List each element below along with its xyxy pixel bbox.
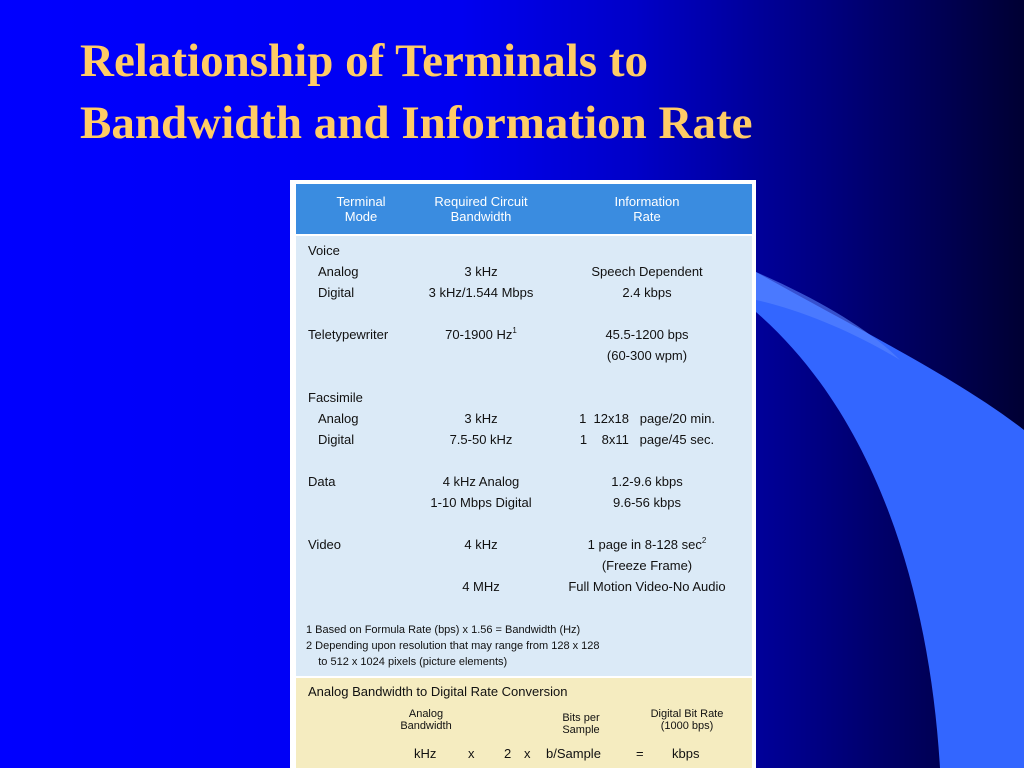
cell-bandwidth-text: 4 MHz <box>462 579 500 594</box>
equation-bits-sample: b/Sample <box>546 746 601 761</box>
cell-information-rate <box>554 492 740 513</box>
cell-rate-text: 1 page in 8-128 sec <box>587 537 702 552</box>
cell-bandwidth-text: 3 kHz/1.544 Mbps <box>428 285 534 300</box>
label-bits-line-2: Sample <box>562 724 600 736</box>
table-row <box>296 534 752 555</box>
conversion-title: Analog Bandwidth to Digital Rate Conversion <box>308 684 568 699</box>
cell-bandwidth <box>406 408 556 429</box>
footnote-1: 1 Based on Formula Rate (bps) x 1.56 = Bandwidth (Hz) <box>306 624 581 636</box>
cell-bandwidth-text: 4 kHz <box>464 537 498 552</box>
label-bits-line-1: Bits per <box>562 712 600 724</box>
cell-terminal-mode: Digital <box>318 432 355 447</box>
equation-times-2: x <box>524 746 531 761</box>
header-bandwidth-line-2: Bandwidth <box>450 209 512 224</box>
label-bits-per-sample <box>546 712 616 736</box>
header-mode-line-2: Mode <box>344 209 378 224</box>
cell-rate-text: 2.4 kbps <box>622 285 672 300</box>
header-information-rate <box>554 194 740 224</box>
table-row <box>296 345 752 366</box>
cell-terminal-mode: Voice <box>308 243 340 258</box>
title-line-1: Relationship of Terminals to <box>80 35 648 87</box>
label-analog-bandwidth <box>386 708 466 732</box>
footnote-2-continued: to 512 x 1024 pixels (picture elements) <box>306 656 508 668</box>
table-row <box>296 261 752 282</box>
footnote-marker: 2 <box>701 536 707 545</box>
cell-bandwidth-text: 1-10 Mbps Digital <box>430 495 532 510</box>
cell-bandwidth <box>406 534 556 555</box>
cell-bandwidth <box>406 261 556 282</box>
equation-kbps: kbps <box>672 746 700 761</box>
cell-bandwidth <box>406 429 556 450</box>
cell-terminal-mode: Data <box>308 474 336 489</box>
cell-rate-text: 9.6-56 kbps <box>613 495 681 510</box>
cell-information-rate <box>554 555 740 576</box>
cell-rate-text: 1.2-9.6 kbps <box>611 474 683 489</box>
cell-bandwidth <box>406 471 556 492</box>
cell-information-rate <box>554 408 740 429</box>
equation-equals: = <box>636 746 644 761</box>
cell-information-rate <box>554 471 740 492</box>
cell-bandwidth-text: 7.5-50 kHz <box>449 432 513 447</box>
equation-times-1: x <box>468 746 475 761</box>
cell-information-rate <box>554 576 740 597</box>
cell-terminal-mode: Digital <box>318 285 355 300</box>
cell-bandwidth <box>406 324 556 345</box>
title-line-2: Bandwidth and Information Rate <box>80 97 753 149</box>
cell-bandwidth <box>406 492 556 513</box>
table-row <box>296 387 752 408</box>
conversion-box <box>296 678 752 768</box>
cell-rate-text: 45.5-1200 bps <box>605 327 689 342</box>
cell-rate-text: Full Motion Video-No Audio <box>568 579 726 594</box>
cell-terminal-mode: Video <box>308 537 342 552</box>
cell-bandwidth-text: 3 kHz <box>464 264 498 279</box>
table-row <box>296 576 752 597</box>
header-terminal-mode <box>316 194 406 224</box>
label-analog-line-2: Bandwidth <box>400 720 452 732</box>
cell-information-rate <box>554 345 740 366</box>
cell-bandwidth <box>406 576 556 597</box>
cell-terminal-mode: Analog <box>318 264 359 279</box>
table-footnotes <box>306 622 600 670</box>
table-row <box>296 555 752 576</box>
cell-bandwidth <box>406 282 556 303</box>
equation-two: 2 <box>504 746 512 761</box>
footnote-2: 2 Depending upon resolution that may range from 128 x 128 <box>306 640 600 652</box>
cell-information-rate <box>554 324 740 345</box>
label-analog-line-1: Analog <box>408 708 444 720</box>
table-header <box>296 184 752 234</box>
cell-information-rate <box>554 282 740 303</box>
header-bandwidth <box>406 194 556 224</box>
table-row <box>296 492 752 513</box>
table-row <box>296 471 752 492</box>
table-row <box>296 429 752 450</box>
footnote-marker: 1 <box>512 326 517 335</box>
cell-rate-text: 1 8x11 page/45 sec. <box>579 432 715 447</box>
label-digital-line-1: Digital Bit Rate <box>650 708 724 720</box>
cell-information-rate <box>554 429 740 450</box>
header-rate-line-1: Information <box>614 194 680 209</box>
label-digital-bit-rate <box>632 708 742 732</box>
cell-rate-text: 1 12x18 page/20 min. <box>579 411 715 426</box>
cell-bandwidth-text: 4 kHz Analog <box>442 474 520 489</box>
header-bandwidth-line-1: Required Circuit <box>434 194 528 209</box>
equation-khz: kHz <box>414 746 437 761</box>
table-body <box>296 236 752 676</box>
table-row <box>296 408 752 429</box>
cell-rate-text: Speech Dependent <box>591 264 703 279</box>
cell-bandwidth-text: 70-1900 Hz <box>445 327 513 342</box>
cell-bandwidth-text: 3 kHz <box>464 411 498 426</box>
table-row <box>296 282 752 303</box>
cell-terminal-mode: Teletypewriter <box>308 327 389 342</box>
cell-terminal-mode: Facsimile <box>308 390 363 405</box>
header-rate-line-2: Rate <box>633 209 661 224</box>
cell-information-rate <box>554 261 740 282</box>
cell-rate-text: (60-300 wpm) <box>606 348 688 363</box>
table-row <box>296 324 752 345</box>
label-digital-line-2: (1000 bps) <box>660 720 714 732</box>
cell-rate-text: (Freeze Frame) <box>601 558 693 573</box>
terminal-bandwidth-table-figure <box>290 180 756 768</box>
table-row <box>296 240 752 261</box>
cell-information-rate <box>554 534 740 555</box>
cell-terminal-mode: Analog <box>318 411 359 426</box>
slide-title <box>80 30 980 154</box>
swoosh-shape <box>756 272 1024 768</box>
header-mode-line-1: Terminal <box>336 194 386 209</box>
